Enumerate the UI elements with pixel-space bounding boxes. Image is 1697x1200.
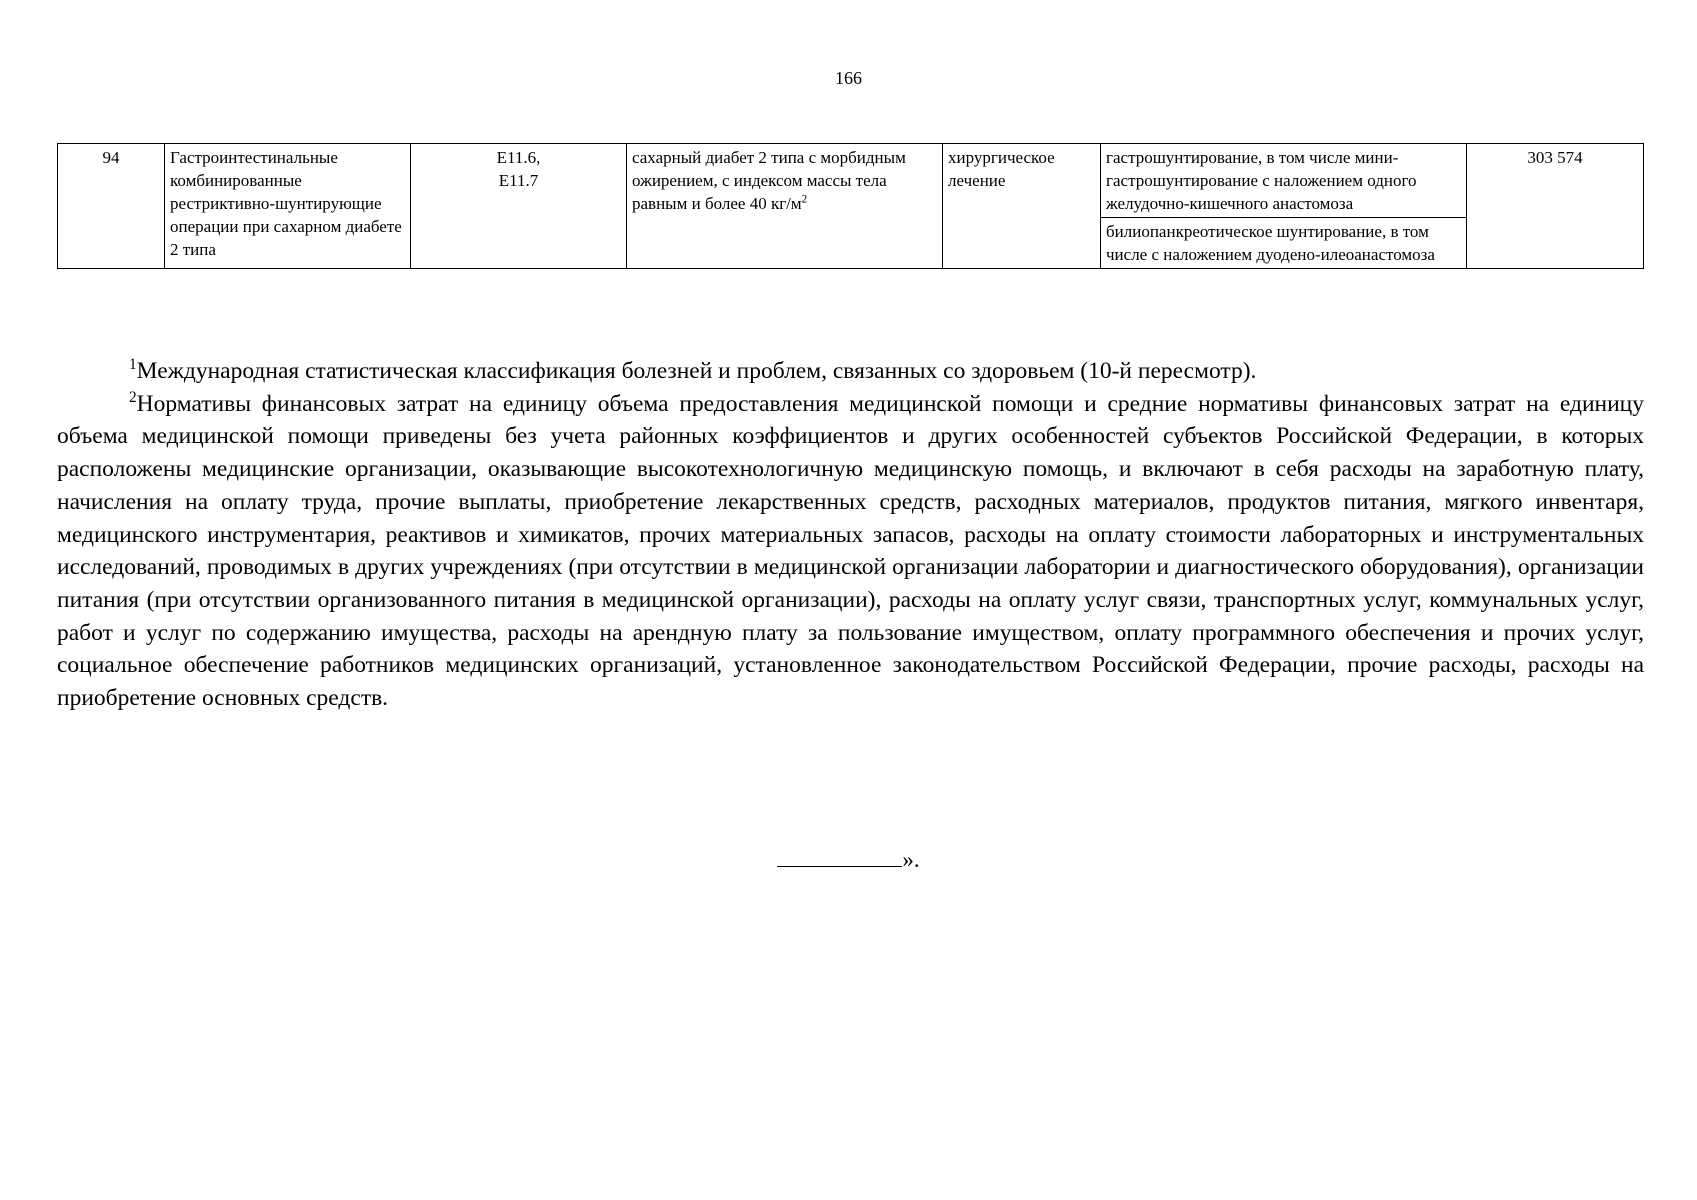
closing-quote: ». — [902, 847, 920, 872]
footnote-text: Нормативы финансовых затрат на единицу объема предоставления медицинской помощи и средние нормативы финансовых затрат на единицу объема медицинской помощи приведены без учета районных коэффициентов и других особенностей субъектов Российской Федерации, в которых расположены медицинские организации, оказывающие высокотехнологичную медицинскую помощь, и включают в себя расходы на заработную плату, начисления на оплату труда, прочие выплаты, приобретение лекарственных средств, расходных материалов, продуктов питания, мягкого инвентаря, медицинского инструментария, реактивов и химикатов, прочих материальных запасов, расходы на оплату стоимости лабораторных и инструментальных исследований, проводимых в других учреждениях (при отсутствии в медицинской организации лаборатории и диагностического оборудования), организации питания (при отсутствии организованного питания в медицинской организации), расходы на оплату услуг связи, транспортных услуг, коммунальных услуг, работ и услуг по содержанию имущества, расходы на арендную плату за пользование имуществом, оплату программного обеспечения и прочих услуг, социальное обеспечение работников медицинских организаций, установленное законодательством Российской Федерации, прочие расходы, расходы на приобретение основных средств. — [57, 390, 1644, 712]
patient-model-text: сахарный диабет 2 типа с морбидным ожирением, с индексом массы тела равным и более 40 кг/м — [632, 148, 906, 213]
icd-codes — [411, 144, 627, 269]
footnote-mark: 1 — [129, 356, 137, 374]
treatment-method: гастрошунтирование, в том числе мини-гастрошунтирование с наложением одного желудочно-кишечного анастомоза — [1101, 144, 1467, 218]
closing-line — [0, 844, 1697, 873]
footnote-2 — [57, 388, 1644, 715]
table-row — [58, 144, 1644, 218]
footnote-text: Международная статистическая классификация болезней и проблем, связанных со здоровьем (10-й пересмотр). — [136, 358, 1257, 384]
footnotes — [57, 355, 1644, 715]
care-type-name: Гастроинтестинальные комбинированные рестриктивно-шунтирующие операции при сахарном диабете 2 типа — [165, 144, 411, 269]
financial-norm: 303 574 — [1467, 144, 1644, 269]
footnote-1 — [57, 355, 1644, 388]
footnote-mark: 2 — [129, 388, 137, 406]
patient-model — [627, 144, 943, 269]
patient-model-superscript: 2 — [801, 193, 808, 206]
closing-underline — [777, 844, 902, 867]
row-number: 94 — [58, 144, 165, 269]
medical-care-table — [57, 143, 1644, 269]
treatment-method: билиопанкреотическое шунтирование, в том числе с наложением дуодено-илеоанастомоза — [1101, 218, 1467, 269]
page-number: 166 — [835, 68, 862, 88]
icd-code: E11.6, — [496, 148, 541, 167]
treatment-type: хирургическое лечение — [943, 144, 1101, 269]
icd-code: E11.7 — [498, 171, 539, 190]
